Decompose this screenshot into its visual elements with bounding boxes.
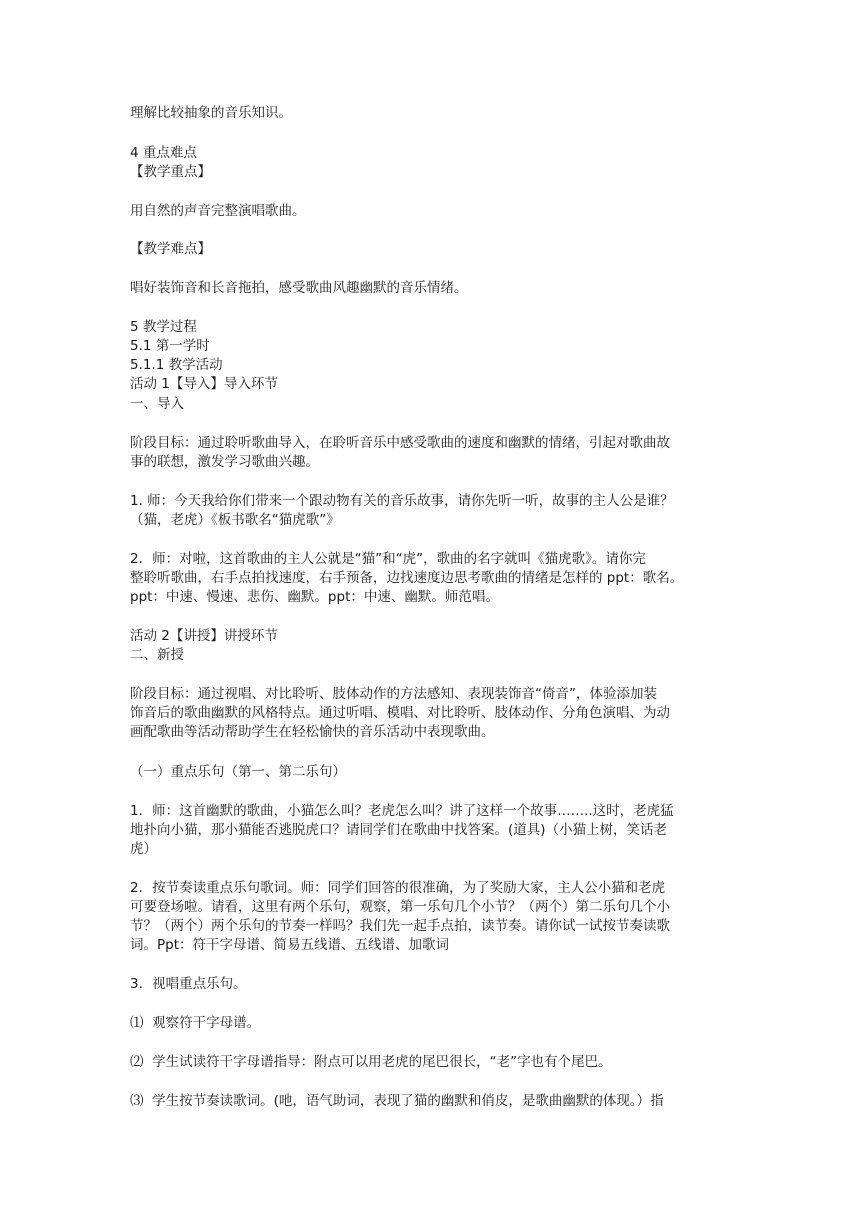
body-text: 1. 师：今天我给你们带来一个跟动物有关的音乐故事，请你先听一听，故事的主人公是谁？ xyxy=(130,493,674,509)
body-text: 2．按节奏读重点乐句歌词。师：同学们回答的很准确，为了奖励大家，主人公小猫和老虎 xyxy=(130,880,666,896)
body-text: 可要登场啦。请看，这里有两个乐句，观察，第一乐句几个小节？（两个）第二乐句几个小 xyxy=(130,899,670,915)
list-item: ⑶ 学生按节奏读歌词。(吔，语气助词，表现了猫的幽默和俏皮，是歌曲幽默的体现。）指 xyxy=(130,1093,664,1109)
section-heading: 5 教学过程 xyxy=(130,319,197,335)
list-item: ⑵ 学生试读符干字母谱指导：附点可以用老虎的尾巴很长，“老”字也有个尾巴。 xyxy=(130,1054,612,1070)
activity-heading: 活动 1【导入】导入环节 xyxy=(130,376,278,392)
body-text: 节？（两个）两个乐句的节奏一样吗？我们先一起手点拍，读节奏。请你试一试按节奏读歌 xyxy=(130,918,670,934)
subheading: （一）重点乐句（第一、第二乐句） xyxy=(130,764,346,780)
body-text: 2．师：对啦，这首歌曲的主人公就是“猫”和“虎”，歌曲的名字就叫《猫虎歌》。请你完 xyxy=(130,551,646,567)
body-text: 阶段目标：通过视唱、对比聆听、肢体动作的方法感知、表现装饰音“倚音”，体验添加装 xyxy=(130,686,657,702)
body-text: 词。Ppt：符干字母谱、简易五线谱、五线谱、加歌词 xyxy=(130,937,450,953)
body-text: 理解比较抽象的音乐知识。 xyxy=(130,105,292,121)
section-heading: 5.1 第一学时 xyxy=(130,338,210,354)
body-text: 饰音后的歌曲幽默的风格特点。通过听唱、模唱、对比聆听、肢体动作、分角色演唱、为动 xyxy=(130,705,670,721)
body-text: 1．师：这首幽默的歌曲，小猫怎么叫？老虎怎么叫？讲了这样一个故事……..这时，老虎猛 xyxy=(130,803,674,819)
body-text: 虎） xyxy=(130,841,157,857)
activity-heading: 活动 2【讲授】讲授环节 xyxy=(130,628,278,644)
section-heading: 4 重点难点 xyxy=(130,145,197,161)
body-text: 事的联想，激发学习歌曲兴趣。 xyxy=(130,454,319,470)
section-heading: 5.1.1 教学活动 xyxy=(130,357,223,373)
body-text: 地扑向小猫，那小猫能否逃脱虎口？请同学们在歌曲中找答案。(道具)（小猫上树，笑话老 xyxy=(130,822,668,838)
subheading: 一、导入 xyxy=(130,396,184,412)
body-text: 用自然的声音完整演唱歌曲。 xyxy=(130,203,306,219)
subheading: 【教学难点】 xyxy=(130,241,211,257)
body-text: 3．视唱重点乐句。 xyxy=(130,976,247,992)
body-text: 唱好装饰音和长音拖拍，感受歌曲风趣幽默的音乐情绪。 xyxy=(130,280,468,296)
list-item: ⑴ 观察符干字母谱。 xyxy=(130,1015,261,1031)
body-text: （猫，老虎）《板书歌名“猫虎歌”》 xyxy=(130,512,340,528)
body-text: 画配歌曲等活动帮助学生在轻松愉快的音乐活动中表现歌曲。 xyxy=(130,724,495,740)
subheading: 二、新授 xyxy=(130,647,184,663)
body-text: 阶段目标：通过聆听歌曲导入，在聆听音乐中感受歌曲的速度和幽默的情绪，引起对歌曲故 xyxy=(130,435,670,451)
body-text: ppt：中速、慢速、悲伤、幽默。ppt：中速、幽默。师范唱。 xyxy=(130,589,499,605)
subheading: 【教学重点】 xyxy=(130,164,211,180)
body-text: 整聆听歌曲，右手点拍找速度，右手预备，边找速度边思考歌曲的情绪是怎样的 ppt：歌名。 xyxy=(130,570,684,586)
